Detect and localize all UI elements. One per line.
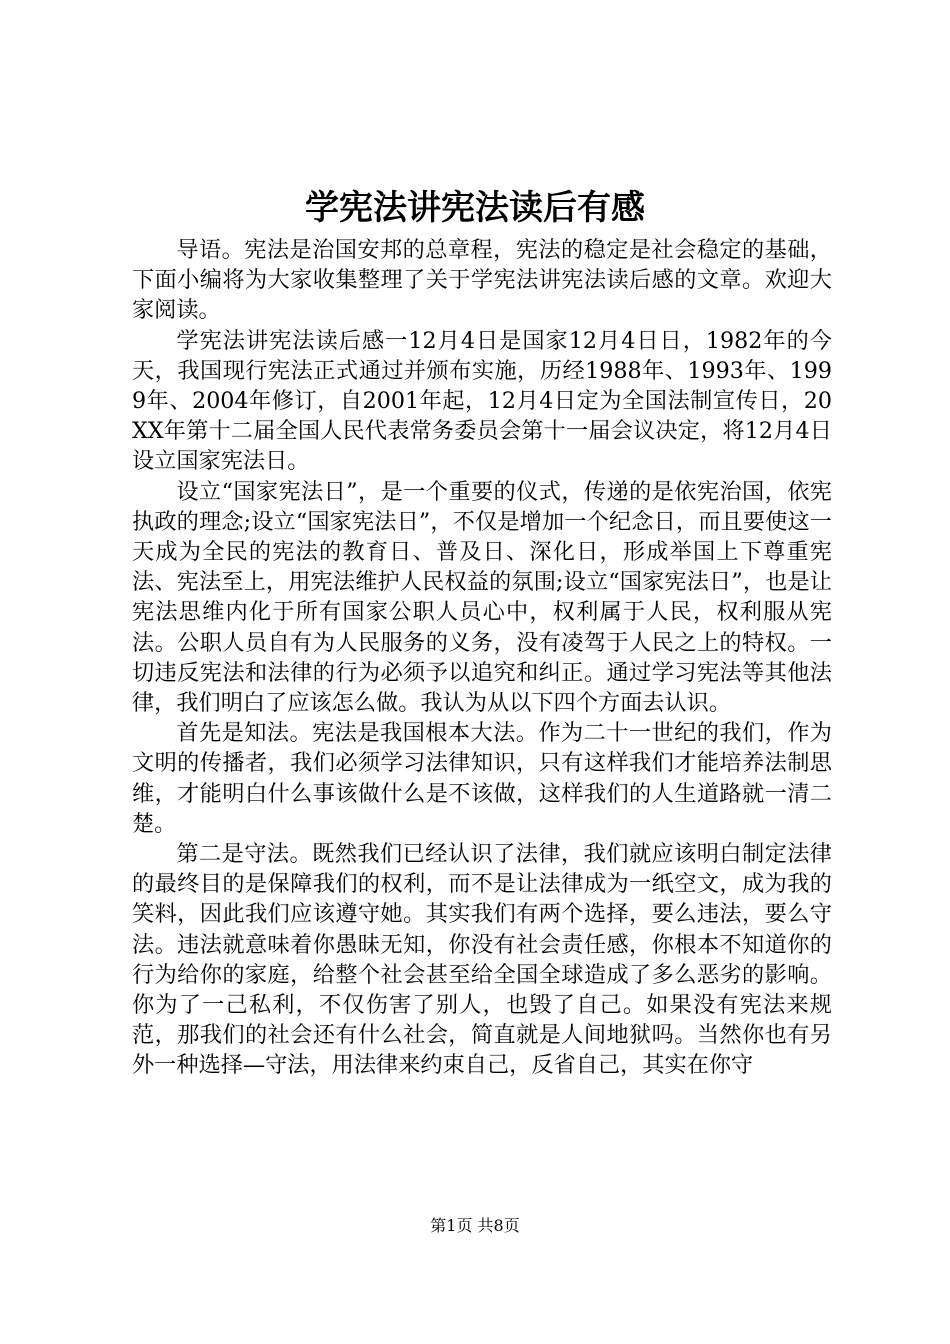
paragraph-intro: 导语。宪法是治国安邦的总章程，宪法的稳定是社会稳定的基础，下面小编将为大家收集整理了关于学宪法讲宪法读后感的文章。欢迎大家阅读。 [132,237,832,324]
paragraph-establish-day: 设立“国家宪法日”，是一个重要的仪式，传递的是依宪治国，依宪执政的理念;设立“国家宪法日”，不仅是增加一个纪念日，而且要使这一天成为全民的宪法的教育日、普及日、深化日，形成举国上下尊重宪法、宪法至上，用宪法维护人民权益的氛围;设立“国家宪法日”，也是让宪法思维内化于所有国家公职人员心中，权利属于人民，权利服从宪法。公职人员自有为人民服务的义务，没有凌驾于人民之上的特权。一切违反宪法和法律的行为必须予以追究和纠正。通过学习宪法等其他法律，我们明白了应该怎么做。我认为从以下四个方面去认识。 [132,478,832,717]
paragraph-obey-law: 第二是守法。既然我们已经认识了法律，我们就应该明白制定法律的最终目的是保障我们的权利，而不是让法律成为一纸空文，成为我的笑料，因此我们应该遵守她。其实我们有两个选择，要么违法，要么守法。违法就意味着你愚昧无知，你没有社会责任感，你根本不知道你的行为给你的家庭，给整个社会甚至给全国全球造成了多么恶劣的影响。你为了一己私利，不仅伤害了别人，也毁了自己。如果没有宪法来规范，那我们的社会还有什么社会，简直就是人间地狱吗。当然你也有另外一种选择—守法，用法律来约束自己，反省自己，其实在你守 [132,841,832,1079]
paragraph-know-law: 首先是知法。宪法是我国根本大法。作为二十一世纪的我们，作为文明的传播者，我们必须学习法律知识，只有这样我们才能培养法制思维，才能明白什么事该做什么是不该做，这样我们的人生道路就一清二楚。 [132,720,832,837]
page-number: 第1页 共8页 [430,1216,520,1235]
document-title: 学宪法讲宪法读后有感 [305,188,645,228]
paragraph-constitution-day: 学宪法讲宪法读后感一12月4日是国家12月4日日，1982年的今天，我国现行宪法正式通过并颁布实施，历经1988年、1993年、1999年、2004年修订，自2001年起，12月4日定为全国法制宣传日，20XX年第十二届全国人民代表常务委员会第十一届会议决定，将12月4日设立国家宪法日。 [132,327,832,475]
document-body [132,235,832,1081]
